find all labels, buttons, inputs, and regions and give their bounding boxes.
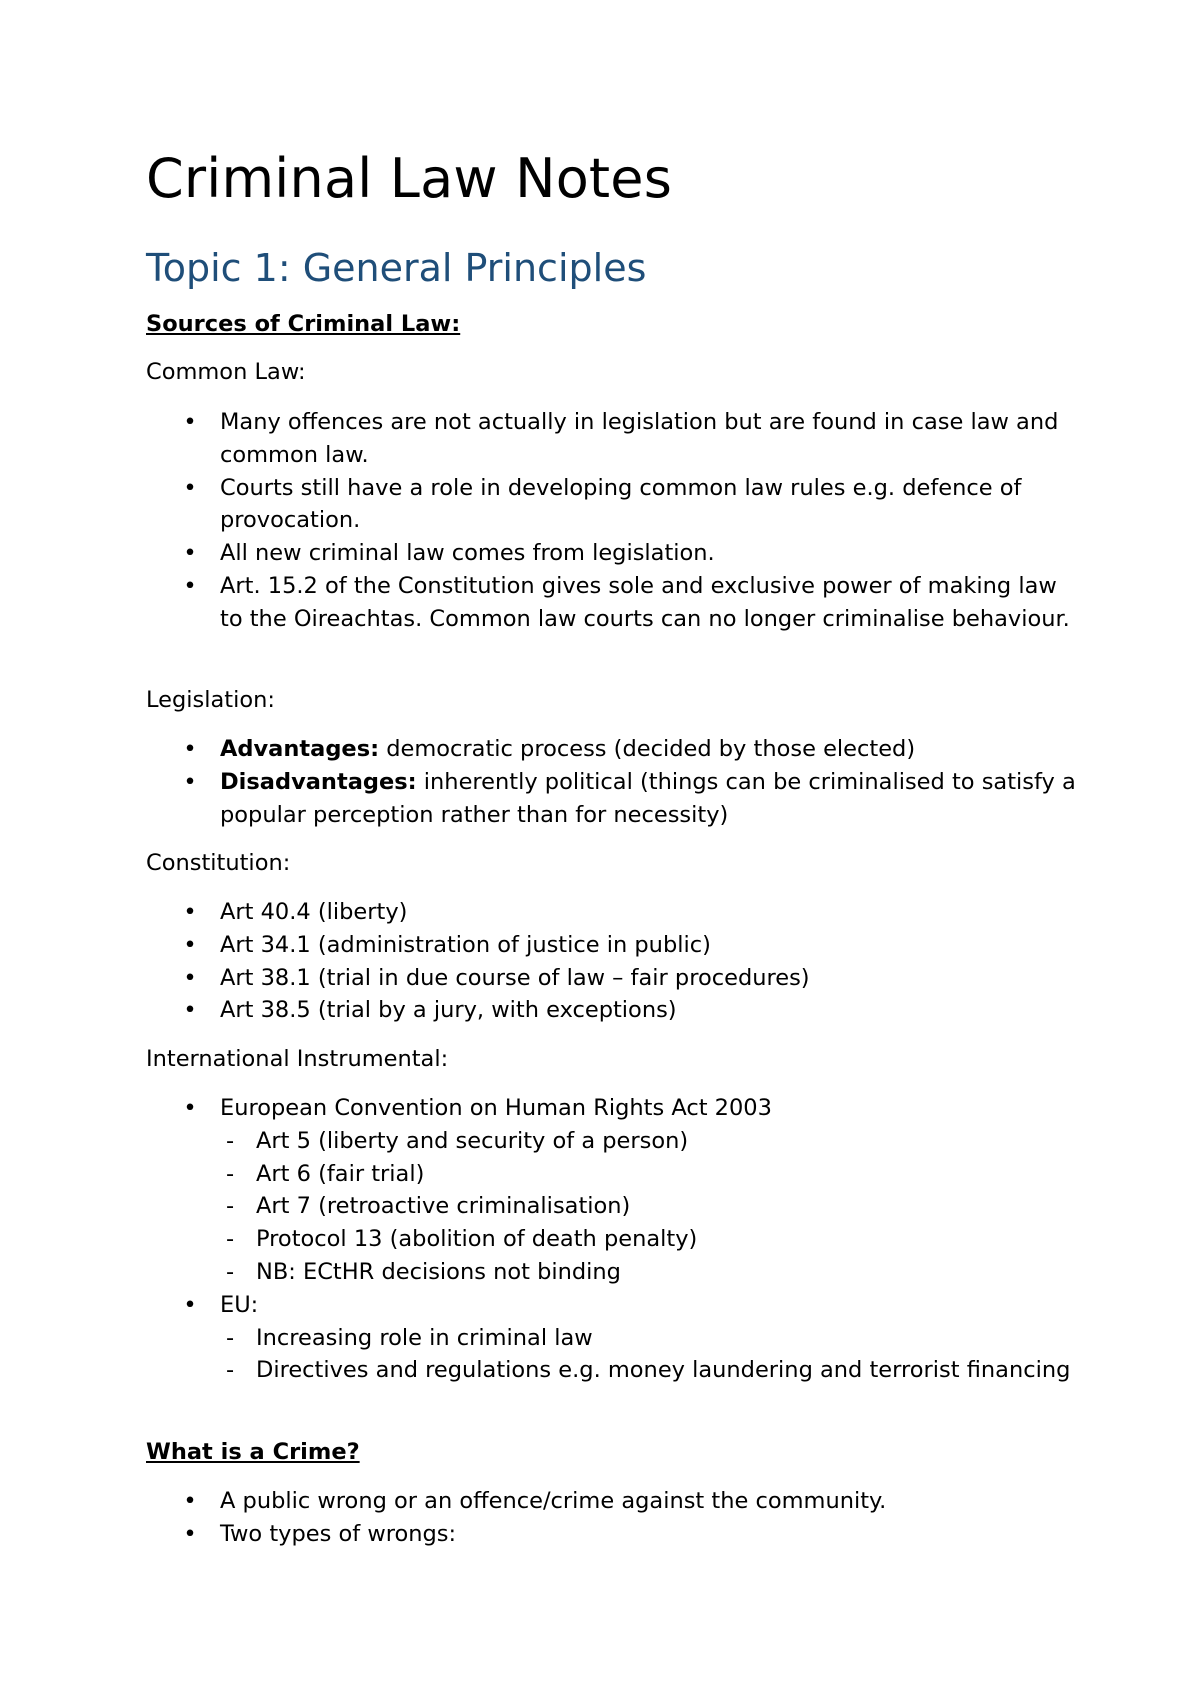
bullet-icon: • [183, 1520, 197, 1547]
bullet-icon: • [183, 899, 197, 925]
international-label: International Instrumental: [146, 1046, 449, 1072]
advantages-term: Advantages: [220, 736, 380, 762]
sublist-item: - Art 6 (fair trial) [220, 1158, 1080, 1191]
bullet-icon: • [183, 997, 197, 1024]
list-item: • All new criminal law comes from legislation. [180, 537, 1080, 570]
list-item: • Two types of wrongs: [180, 1518, 1080, 1551]
dash-icon: - [225, 1160, 235, 1187]
common-law-list [180, 406, 1080, 636]
bullet-icon: • [183, 409, 197, 435]
list-item: • Art 34.1 (administration of justice in public) [180, 929, 1080, 962]
legislation-list [180, 733, 1080, 831]
dash-icon: - [225, 1258, 235, 1285]
dash-icon: - [225, 1324, 235, 1351]
bullet-icon: • [183, 1488, 197, 1514]
sublist-item: - Protocol 13 (abolition of death penalty) [220, 1223, 1080, 1256]
list-item: • Many offences are not actually in legislation but are found in case law and common law. [180, 406, 1080, 472]
legislation-label: Legislation: [146, 687, 275, 713]
bullet-icon: • [183, 540, 197, 567]
sublist-item: - Art 7 (retroactive criminalisation) [220, 1190, 1080, 1223]
echr-sublist [220, 1125, 1080, 1289]
dash-icon: - [225, 1193, 235, 1220]
sublist-item: - Directives and regulations e.g. money laundering and terrorist financing [220, 1354, 1080, 1387]
sublist-item: - Increasing role in criminal law [220, 1322, 1080, 1355]
constitution-list [180, 896, 1080, 1027]
list-item: • EU: - Increasing role in criminal law - Directives and regulations e.g. money laundering and terrorist financing [180, 1289, 1080, 1387]
dash-icon: - [225, 1127, 235, 1154]
document-title: Criminal Law Notes [146, 147, 673, 210]
list-item: • Disadvantages: inherently political (things can be criminalised to satisfy a popular perception rather than for necessity) [180, 766, 1080, 832]
bullet-icon: • [183, 964, 197, 991]
list-item: • A public wrong or an offence/crime against the community. [180, 1485, 1080, 1518]
dash-icon: - [225, 1226, 235, 1253]
list-item: • European Convention on Human Rights Act 2003 - Art 5 (liberty and security of a person) - Art 6 (fair trial) - Art 7 (retroactive criminalisation) - Protocol 13 (abolition of death penalty) - NB: ECtHR decisions not binding [180, 1092, 1080, 1289]
list-item: • Art 38.1 (trial in due course of law – fair procedures) [180, 962, 1080, 995]
constitution-label: Constitution: [146, 850, 291, 876]
bullet-icon: • [183, 1291, 197, 1318]
crime-heading: What is a Crime? [146, 1439, 360, 1465]
dash-icon: - [225, 1357, 235, 1384]
list-item: • Art 40.4 (liberty) [180, 896, 1080, 929]
list-item: • Advantages: democratic process (decided by those elected) [180, 733, 1080, 766]
sublist-item: - NB: ECtHR decisions not binding [220, 1256, 1080, 1289]
international-list [180, 1092, 1080, 1387]
bullet-icon: • [183, 1095, 197, 1121]
bullet-icon: • [183, 931, 197, 958]
topic-heading: Topic 1: General Principles [146, 246, 647, 290]
sources-heading: Sources of Criminal Law: [146, 311, 461, 337]
list-item: • Courts still have a role in developing common law rules e.g. defence of provocation. [180, 472, 1080, 538]
list-item: • Art. 15.2 of the Constitution gives sole and exclusive power of making law to the Oireachtas. Common law courts can no longer criminalise behaviour. [180, 570, 1080, 636]
bullet-icon: • [183, 768, 197, 795]
bullet-icon: • [183, 736, 197, 762]
eu-sublist [220, 1322, 1080, 1388]
list-item: • Art 38.5 (trial by a jury, with exceptions) [180, 994, 1080, 1027]
bullet-icon: • [183, 572, 197, 599]
sublist-item: - Art 5 (liberty and security of a person) [220, 1125, 1080, 1158]
disadvantages-term: Disadvantages: [220, 768, 417, 795]
common-law-label: Common Law: [146, 359, 306, 385]
bullet-icon: • [183, 474, 197, 501]
crime-list [180, 1485, 1080, 1551]
